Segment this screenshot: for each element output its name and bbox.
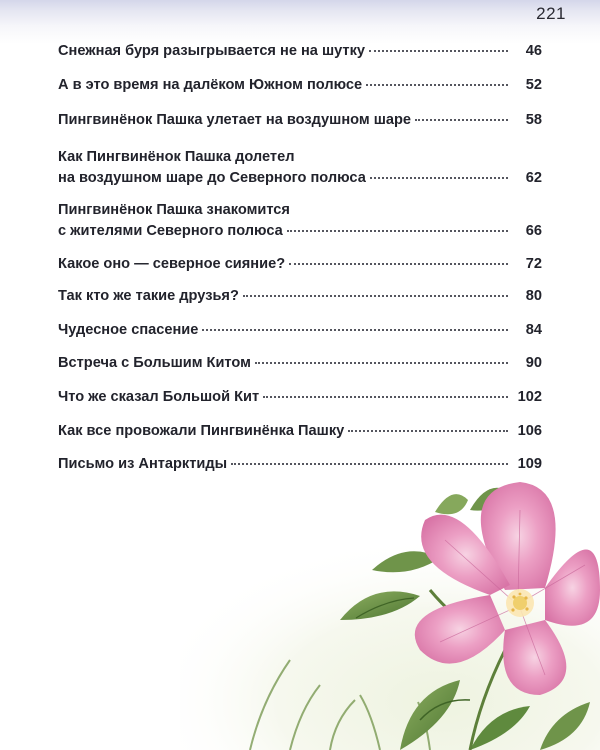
dot-leader [348, 430, 508, 432]
toc-entry-title: Так кто же такие друзья? [58, 288, 239, 304]
toc-entry-page: 106 [517, 423, 542, 439]
toc-entry-title: Пингвинёнок Пашка улетает на воздушном шаре [58, 112, 412, 128]
toc-entry-title: Письмо из Антарктиды [58, 456, 228, 472]
toc-entry-title: Какое оно — северное сияние? [58, 256, 286, 272]
toc-entry-page: 62 [525, 170, 542, 186]
toc-entry [58, 254, 542, 275]
toc-entry-title: А в это время на далёком Южном полюсе [58, 77, 363, 93]
toc-entry-title: с жителями Северного полюса [58, 223, 283, 239]
toc-entry-title: Встреча с Большим Китом [58, 355, 251, 371]
dot-leader [263, 396, 508, 398]
toc-entry-page: 80 [525, 288, 542, 304]
toc-entry-page: 52 [525, 77, 542, 93]
toc-entry [58, 387, 542, 408]
toc-entry-title: Как все провожали Пингвинёнка Пашку [58, 423, 345, 439]
toc-entry-title: Пингвинёнок Пашка знакомится [58, 202, 290, 218]
dot-leader [243, 295, 508, 297]
toc-entry-page: 72 [525, 256, 542, 272]
toc-entry [58, 421, 542, 442]
toc-entry [58, 110, 542, 131]
toc-entry-title: Что же сказал Большой Кит [58, 389, 260, 405]
toc-entry [58, 320, 542, 341]
dot-leader [366, 84, 508, 86]
dot-leader [287, 230, 508, 232]
toc-entry [58, 353, 542, 374]
dot-leader [202, 329, 508, 331]
toc-entry [58, 286, 542, 307]
dot-leader [370, 177, 508, 179]
toc-entry-page: 84 [525, 322, 542, 338]
toc-entry-title: Снежная буря разыгрывается не на шутку [58, 43, 366, 59]
dot-leader [231, 463, 508, 465]
dot-leader [415, 119, 508, 121]
toc-entry-page: 58 [525, 112, 542, 128]
flower-illustration [0, 470, 600, 750]
toc-entry-title: на воздушном шаре до Северного полюса [58, 170, 366, 186]
toc-entry-page: 102 [517, 389, 542, 405]
toc-entry [58, 41, 542, 62]
toc-entry-page: 66 [525, 223, 542, 239]
page-number: 221 [536, 4, 566, 23]
toc-entry [58, 75, 542, 96]
dot-leader [289, 263, 508, 265]
dot-leader [255, 362, 508, 364]
dot-leader [369, 50, 508, 52]
toc-entry-title: Как Пингвинёнок Пашка долетел [58, 149, 295, 165]
toc-entry-title: Чудесное спасение [58, 322, 199, 338]
toc-entry-page: 46 [525, 43, 542, 59]
toc-entry [58, 147, 542, 189]
toc-entry-page: 90 [525, 355, 542, 371]
toc-entry-page: 109 [517, 456, 542, 472]
toc-entry [58, 200, 542, 242]
